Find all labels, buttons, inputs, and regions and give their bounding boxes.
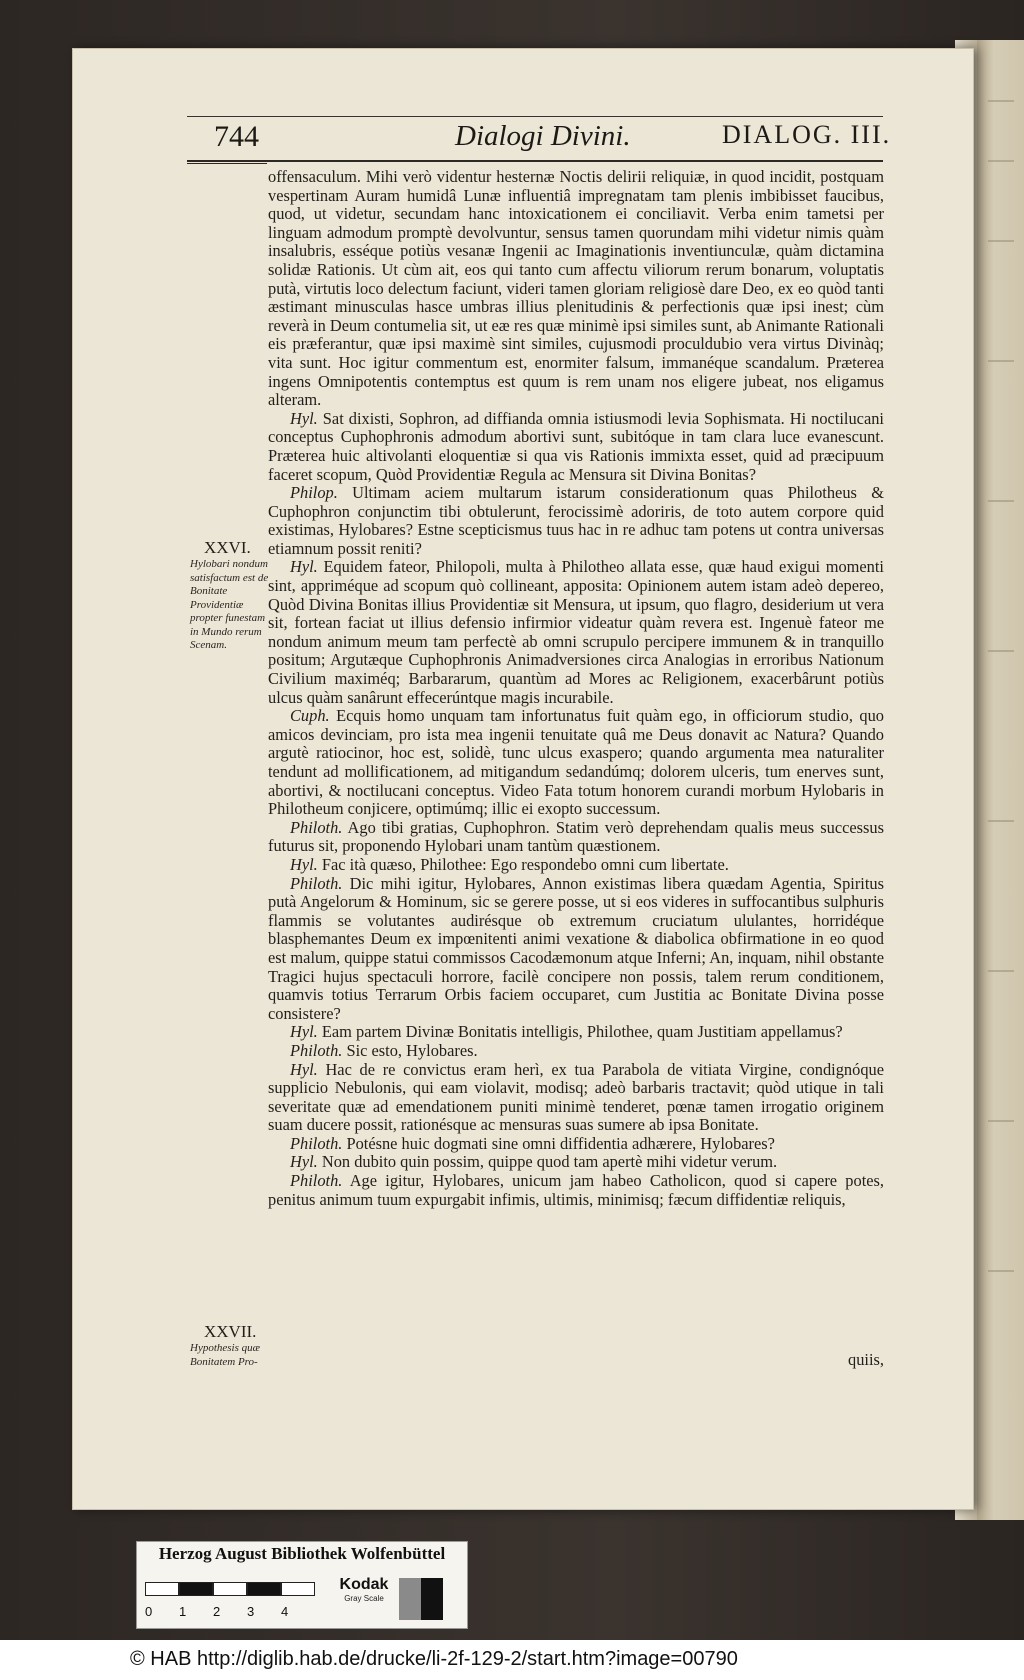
paragraph	[268, 1153, 884, 1172]
section-number-26: XXVI.	[204, 538, 251, 557]
gray-swatch	[399, 1578, 421, 1620]
catchword: quiis,	[848, 1350, 884, 1369]
color-reference-card	[136, 1541, 468, 1629]
black-swatch	[421, 1578, 443, 1620]
speaker-label: Philoth.	[290, 873, 343, 893]
paragraph-text: Non dubito quin possim, quippe quod tam apertè mihi videtur verum.	[321, 1152, 778, 1172]
paragraph	[268, 856, 884, 875]
paragraph	[268, 558, 884, 707]
ruler-number: 3	[247, 1604, 255, 1619]
speaker-label: Philoth.	[290, 1171, 343, 1191]
paragraph	[268, 819, 884, 856]
paragraph	[268, 1023, 884, 1042]
speaker-label: Hyl.	[290, 1059, 318, 1079]
paragraph-text: Fac ità quæso, Philothee: Ego respondebo omni cum libertate.	[321, 854, 729, 874]
ruler-scale	[145, 1582, 315, 1602]
paragraph-text: offensaculum. Mihi verò videntur hesternæ Noctis delirii reliquiæ, in quod incidit, postquam vespertinam Auram humidâ Lunæ influentiâ impregnatam tam plenis imbibisset faucibus, quod, ut videtur, secundam hanc intoxicationem ei conciliavit. Verba enim tametsi per linguam admodum promptè devolvuntur, sensus tamen quorundam mihi videtur nimis quàm insalubris, esséque potiùs vesanæ Ingenii ac Imaginationis inventiunculæ, quàm dictamina solidæ Rationis. Ut cùm ait, eos qui tanto cum affectu viliorum rerum bonarum, voluptatis putà, virtutis loco delectum faciunt, videri tamen gloriam religiosè dare Deo, ex eo quòd tanti æstimant minusculas hasce umbras illius plenitudinis & perfectionis quæ ipsi inest; cùm reverà in Deum contumelia sit, ut eæ res quæ minimè ipsi similes sunt, ab Animante Rationali eis præferantur, quæ ipsi maximè sint similes, cujusmodi proculdubio vera virtus Divinàq; vita sunt. Hoc igitur commentum est, enormiter falsum, immanéque scandalum. Præterea ingens Omnipotentis contemptus est quum is rem unam nos eligere jubeat, nos eligamus alteram.	[268, 167, 884, 410]
speaker-label: Hyl.	[290, 854, 318, 874]
paragraph-text: Eam partem Divinæ Bonitatis intelligis, Philothee, quam Justitiam appellamus?	[321, 1022, 843, 1042]
top-rule	[187, 116, 883, 117]
header-rule	[187, 160, 883, 162]
speaker-label: Hyl.	[290, 1152, 318, 1172]
ruler-number: 2	[213, 1604, 221, 1619]
speaker-label: Philoth.	[290, 817, 343, 837]
page-number: 744	[214, 120, 259, 153]
margin-note-26: Hylobari nondum satisfactum est de Bonitate Providentiæ propter funestam in Mundo rerum Scenam.	[190, 558, 269, 651]
copyright-url: © HAB http://diglib.hab.de/drucke/li-2f-129-2/start.htm?image=00790	[130, 1648, 738, 1670]
gray-scale-label: Gray Scale	[344, 1594, 384, 1603]
paragraph-text: Sat dixisti, Sophron, ad diffianda omnia istiusmodi levia Sophismata. Hi noctilucani conceptus Cuphophronis admodum abortivi sunt, subitóque in tam clara luce evanescunt. Præterea huic altivolanti eloquentiæ si qua vis Rationis immixta esset, quid ad præcipuum faceret scopum, Quòd Providentiæ Regula ac Mensura sit Divina Bonitas?	[268, 408, 884, 484]
kodak-brand: Kodak	[339, 1576, 389, 1593]
paragraph-text: Ago tibi gratias, Cuphophron. Statim verò deprehendam qualis meus successus futurus sit, proponendo Hylobari unam tantùm quæstionem.	[268, 817, 884, 856]
ruler-number: 1	[179, 1604, 187, 1619]
speaker-label: Cuph.	[290, 706, 330, 726]
speaker-label: Philoth.	[290, 1040, 343, 1060]
kodak-label	[329, 1576, 399, 1603]
paragraph	[268, 1061, 884, 1135]
section-number-27: XXVII.	[204, 1322, 257, 1341]
paragraph	[268, 168, 884, 410]
paragraph-text: Hac de re convictus eram herì, ex tua Parabola de vitiata Virgine, condignóque supplicio Nebulonis, qui eam violavit, modisq; adeò barbaris tractavit; quòd utique in tali severitate quæ ad emendationem puniti minimè tenderet, pœnæ tamen irrogatio originem suam ducere possit, rationésque ac mensuras suas sumere ab ipsa Bonitate.	[268, 1059, 884, 1135]
library-name: Herzog August Bibliothek Wolfenbüttel	[158, 1544, 446, 1563]
running-head: Dialogi Divini.	[455, 120, 631, 152]
paragraph-text: Ultimam aciem multarum istarum considerationum quas Philotheus & Cuphophron conjunctim tibi obtulerunt, ferocissimè adoriris, de toto autem corpore quid existimas, Hylobares? Estne scepticismus tuus hac in re adhuc tam potens ut contra universas etiamnum possit reniti?	[268, 483, 884, 558]
paragraph	[268, 410, 884, 484]
paragraph	[268, 875, 884, 1024]
margin-note-27: Hypothesis quæ Bonitatem Pro-	[190, 1342, 260, 1368]
speaker-label: Philop.	[290, 483, 338, 503]
paragraph-text: Equidem fateor, Philopoli, multa à Philotheo allata esse, quæ haud exigui momenti sint, appriméque ad scopum quò collineant, apposita: Opinionem autem istam adeò depereo, Quòd Divina Bonitas illius Providentiæ sit Mensura, ut ipsum, quo flagro, desiderium ut vera sit, fortean faciat ut illius defensio infirmior videatur quàm revera est. Ingenuè fateor me nondum animum meum tam perfectè ab omni scrupulo percipere immunem & in tranquillo positum; Argutæque Cuphophronis Animadversiones circa Analogias in erroribus Nationum Civilium maximéq; Barbararum, quantùm ad Mores ac Religionem, exacerbârunt potiùs ulcus quàm sanârunt effecerúntque magis incurabile.	[268, 557, 884, 707]
paragraph	[268, 1172, 884, 1209]
facing-page-edge	[974, 40, 1024, 1520]
speaker-label: Philoth.	[290, 1133, 343, 1153]
ruler-number: 0	[145, 1604, 153, 1619]
paragraph-text: Age igitur, Hylobares, unicum jam habeo Catholicon, quod si capere potes, penitus animum tuum expurgabit infimis, ultimis, minimisq; fæcum diffidentiæ reliquis,	[268, 1171, 884, 1209]
ruler-number: 4	[281, 1604, 289, 1619]
paragraph-text: Ecquis homo unquam tam infortunatus fuit quàm ego, in officiorum studio, quo amicos devinciam, pro ista mea ingenii tenuitate quâ me Deus donavit ac Natura? Quando argutè ratiocinor, hoc est, solidè, tunc ulcus exaspero; quando argumenta mea naturaliter tendunt ad mollificationem, ad mitigandum sedandúmq; dolorem ulceris, tum enerves sunt, abortivi, & noctilucani conceptus. Video Fata totum honorem curandi morbum Hylobaris in Philotheum conjicere, optimúmq; illic ei exopto successum.	[268, 706, 884, 819]
speaker-label: Hyl.	[290, 1022, 318, 1042]
main-text	[268, 168, 884, 1209]
speaker-label: Hyl.	[290, 557, 318, 577]
margin-rule	[187, 163, 267, 164]
paragraph-text: Potésne huic dogmati sine omni diffidentia adhærere, Hylobares?	[346, 1133, 775, 1153]
dialog-label: DIALOG. III.	[722, 120, 892, 149]
paragraph-text: Sic esto, Hylobares.	[346, 1040, 478, 1060]
paragraph	[268, 1042, 884, 1061]
paragraph-text: Dic mihi igitur, Hylobares, Annon existimas libera quædam Agentia, Spiritus putà Angelorum & Hominum, sic se gerere posse, ut si eos videres in suffocantibus sulphuris flammis se volutantes audirésque ob extremum cruciatum ululantes, horridéque blasphemantes Deum ex impœnitenti animi vexatione & diabolica obfirmatione in eo quod est malum, quippe statui commissos Cacodæmonum atque Inferni; An, inquam, nihil obstante Tragici hujus spectaculi horrore, facilè concipere non possis, talem rerum conditionem, quamvis totius Terrarum Orbis faciem occuparet, cum Justitia ac Bonitate Divina posse consistere?	[268, 873, 884, 1023]
paragraph	[268, 1135, 884, 1154]
paragraph	[268, 707, 884, 819]
speaker-label: Hyl.	[290, 408, 318, 428]
paragraph	[268, 484, 884, 558]
